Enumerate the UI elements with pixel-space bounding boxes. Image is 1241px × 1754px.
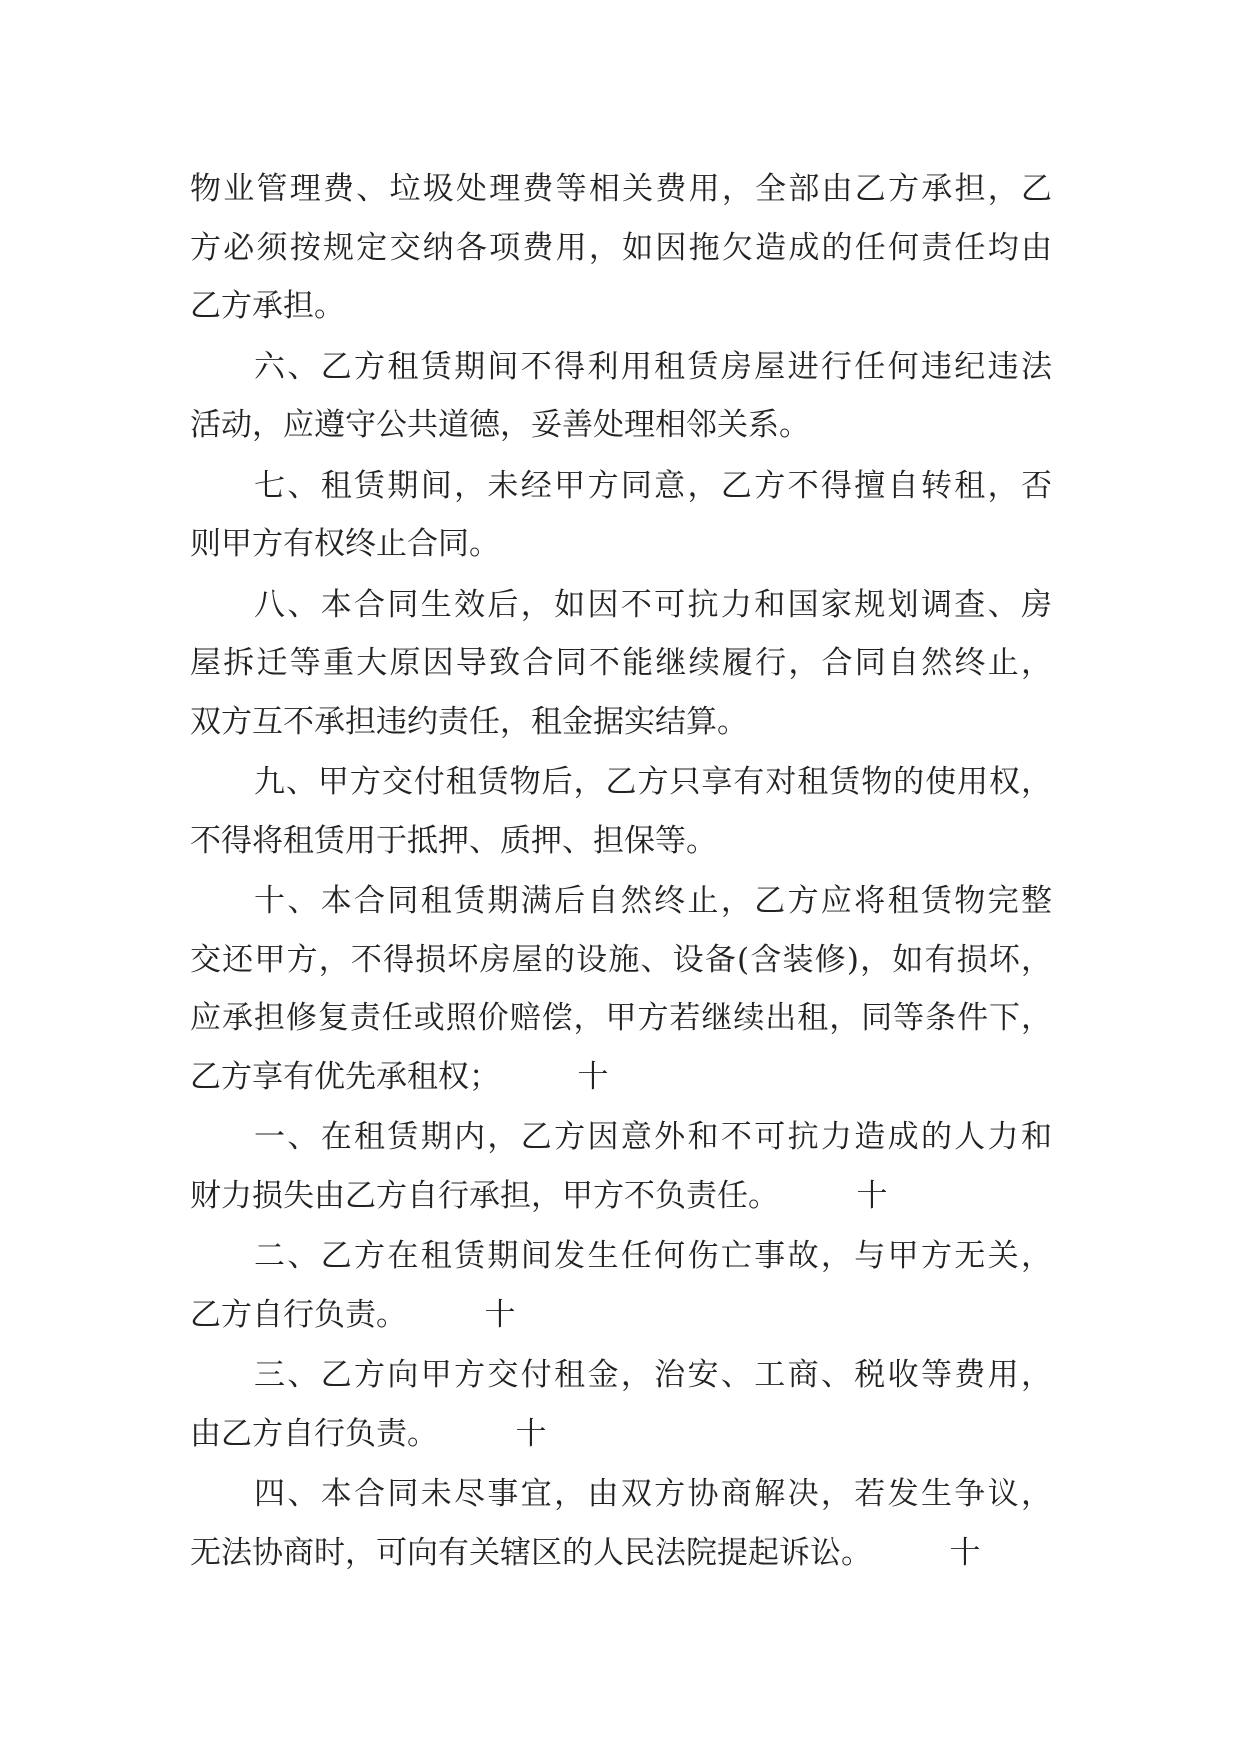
text-line: 双方互不承担违约责任，租金据实结算。 — [190, 703, 748, 740]
text-line: 乙方自行负责。 十 — [190, 1296, 516, 1333]
text-line: 十、本合同租赁期满后自然终止，乙方应将租赁物完整 — [254, 883, 1052, 919]
text-line: 七、租赁期间，未经甲方同意，乙方不得擅自转租，否 — [254, 467, 1052, 504]
text-line: 活动，应遵守公共道德，妥善处理相邻关系。 — [190, 407, 810, 443]
text-line: 交还甲方，不得损坏房屋的设施、设备(含装修)，如有损坏， — [190, 941, 1052, 978]
text-line: 则甲方有权终止合同。 — [190, 526, 500, 562]
text-line: 由乙方自行负责。 十 — [190, 1415, 547, 1452]
text-line: 应承担修复责任或照价赔偿，甲方若继续出租，同等条件下， — [190, 1000, 1052, 1036]
document-body — [190, 160, 1052, 1584]
text-line: 四、本合同未尽事宜，由双方协商解决，若发生争议， — [254, 1476, 1052, 1512]
text-line: 乙方享有优先承租权； 十 — [190, 1058, 609, 1095]
paragraph — [190, 1346, 1052, 1463]
text-line: 乙方承担。 — [190, 288, 345, 324]
text-line: 屋拆迁等重大原因导致合同不能继续履行，合同自然终止， — [190, 645, 1052, 681]
text-line: 三、乙方向甲方交付租金，治安、工商、税收等费用， — [254, 1357, 1052, 1393]
paragraph — [190, 576, 1052, 752]
text-line: 一、在租赁期内，乙方因意外和不可抗力造成的人力和 — [254, 1119, 1052, 1155]
text-line: 财力损失由乙方自行承担，甲方不负责任。 十 — [190, 1177, 888, 1214]
paragraph — [190, 1227, 1052, 1344]
text-line: 不得将租赁用于抵押、质押、担保等。 — [190, 822, 717, 859]
paragraph — [190, 753, 1052, 870]
paragraph — [190, 160, 1052, 336]
text-line: 六、乙方租赁期间不得利用租赁房屋进行任何违纪违法 — [254, 348, 1052, 385]
text-line: 无法协商时，可向有关辖区的人民法院提起诉讼。 十 — [190, 1534, 981, 1571]
paragraph — [190, 1465, 1052, 1582]
paragraph — [190, 457, 1052, 574]
paragraph — [190, 872, 1052, 1106]
text-line: 九、甲方交付租赁物后，乙方只享有对租赁物的使用权， — [254, 764, 1052, 800]
text-line: 八、本合同生效后，如因不可抗力和国家规划调查、房 — [254, 586, 1052, 623]
paragraph — [190, 1108, 1052, 1225]
text-line: 物业管理费、垃圾处理费等相关费用，全部由乙方承担，乙 — [190, 171, 1052, 207]
text-line: 方必须按规定交纳各项费用，如因拖欠造成的任何责任均由 — [190, 229, 1052, 266]
paragraph — [190, 338, 1052, 455]
text-line: 二、乙方在租赁期间发生任何伤亡事故，与甲方无关， — [254, 1238, 1052, 1274]
